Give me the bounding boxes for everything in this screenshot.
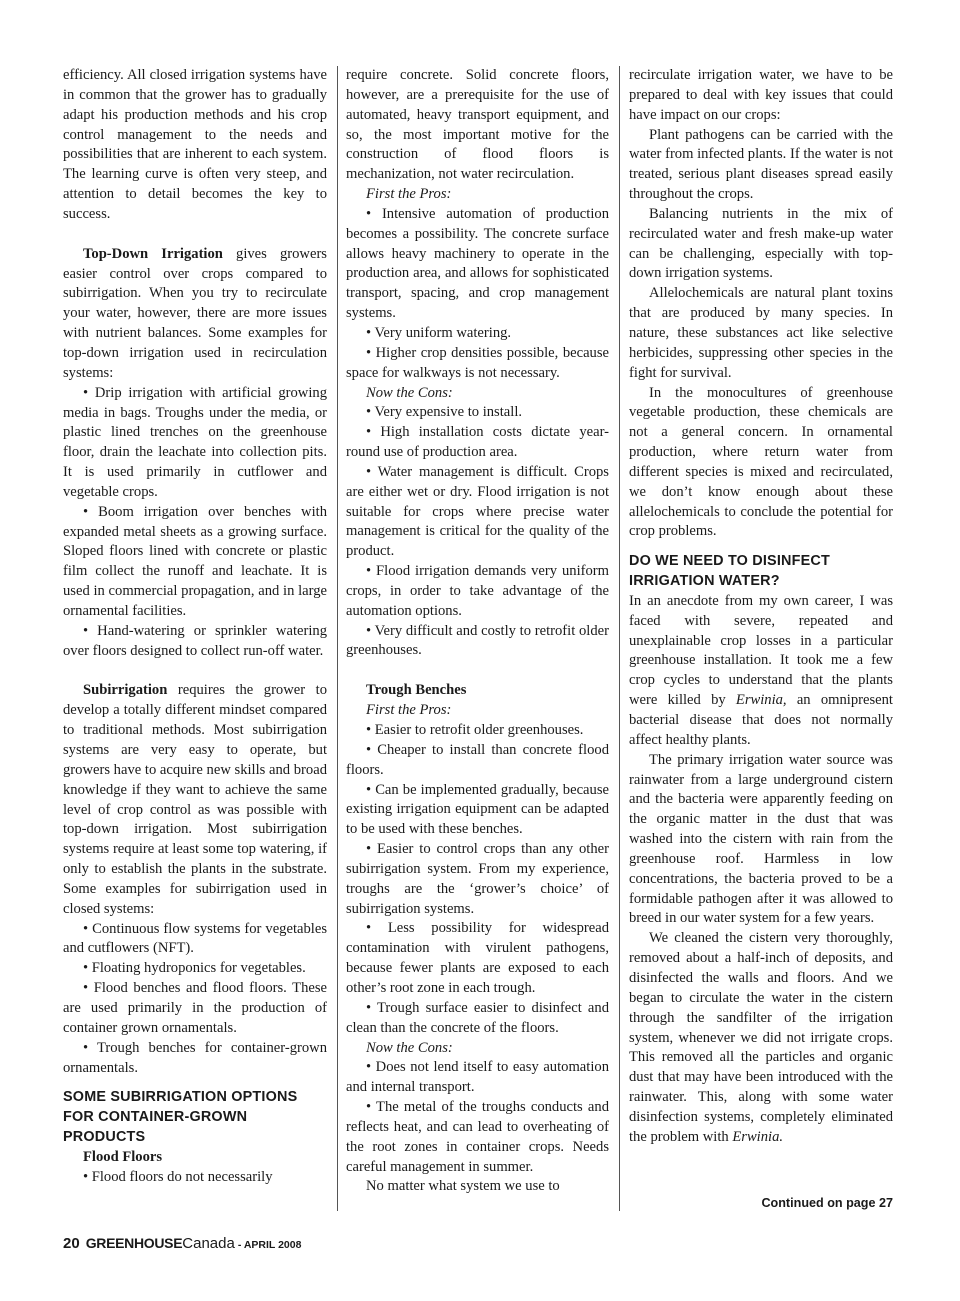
magazine-name-bold: GREENHOUSE — [85, 1235, 183, 1251]
paragraph — [63, 681, 327, 919]
paragraph-text: requires the grower to develop a totally different mindset compared to traditional methods. Most subirrigation systems are very easy to operate, but growers have to acquire new skills and broad knowledge if they want to achieve the same level of crop control as was possible with top-down irrigation. Most subirrigation systems require at least some top watering, if only to establish the plants in the substrate. Some examples for subirrigation used in closed systems: — [63, 682, 327, 917]
bullet-item: • Trough benches for container-grown ornamentals. — [63, 1039, 327, 1076]
bullet-item: • Cheaper to install than concrete flood floors. — [346, 741, 609, 778]
issue-date: - APRIL 2008 — [237, 1239, 302, 1251]
bullet-item: • Flood irrigation demands very uniform crops, in order to take advantage of the automation options. — [346, 563, 609, 619]
continued-note: Continued on page 27 — [761, 1196, 893, 1210]
page-number: 20 — [63, 1235, 80, 1252]
pros-cons-label: First the Pros: — [366, 186, 452, 203]
bullet-item: • Higher crop densities possible, because space for walkways is not necessary. — [346, 344, 609, 381]
paragraph-spacer — [63, 661, 327, 681]
bullet-item: • Easier to retrofit older greenhouses. — [366, 722, 584, 738]
bullet-item: • Drip irrigation with artificial growing media in bags. Troughs under the media, or plastic lined trenches on the greenhouse floor, drain the leachate into collection pits. It is used primarily in cutflower and vegetable crops. — [63, 384, 327, 500]
paragraph-text: gives growers easier control over crops compared to subirrigation. When you try to recirculate your water, however, there are more issues with nutrient balances. Some examples for top-down irrigation used in recirculation systems: — [63, 245, 327, 381]
paragraph: The primary irrigation water source was rainwater from a large underground cistern and the bacteria were apparently feeding on the organic matter in the dust that was washed into the cistern with rain from the greenhouse roof. Harmless in low concentrations, the bacteria proved to be a formidable pathogen after it was allowed to breed in our water system for a few years. — [629, 751, 893, 927]
bullet-item: • Intensive automation of production becomes a possibility. The concrete surface allows heavy machinery to operate in the production area, and allows for sophisticated transport, spacing, and crop management systems. — [346, 205, 609, 322]
bullet-item: • Very expensive to install. — [366, 404, 523, 421]
paragraph — [629, 929, 893, 1147]
subsection-heading: Trough Benches — [366, 682, 467, 699]
paragraph: No matter what system we use to — [366, 1178, 560, 1195]
bullet-item: • Hand-watering or sprinkler watering over floors designed to collect run-off water. — [63, 622, 327, 659]
italic-term: Erwinia. — [732, 1128, 784, 1145]
paragraph — [629, 592, 893, 751]
pros-cons-label: First the Pros: — [366, 702, 452, 719]
bullet-item: • Very difficult and costly to retrofit older greenhouses. — [346, 622, 609, 659]
column-divider — [619, 66, 620, 1211]
bullet-item: • Can be implemented gradually, because existing irrigation equipment can be adapted to be used with these benches. — [346, 781, 609, 838]
lead-in-term: Subirrigation — [83, 682, 168, 699]
paragraph-spacer — [346, 661, 609, 681]
bullet-item: • Continuous flow systems for vegetables and cutflowers (NFT). — [63, 920, 327, 957]
bullet-item: • Less possibility for widespread contamination with virulent pathogens, because fewer plants are exposed to each other’s root zone in each trough. — [346, 920, 609, 996]
paragraph: In the monocultures of greenhouse vegetable production, these chemicals are not a general concern. In ornamental production, where return water from different species is mixed and recirculated, we don’t know enough about these allelochemicals to conclude the potential for crop problems. — [629, 384, 893, 540]
page-footer — [63, 1235, 301, 1252]
article-column-2 — [346, 66, 609, 1216]
lead-in-term: Top-Down Irrigation — [83, 245, 223, 262]
paragraph-spacer — [629, 542, 893, 552]
column-divider — [337, 66, 338, 1211]
paragraph: Allelochemicals are natural plant toxins that are produced by many species. In nature, these substances act like selective herbicides, suppressing other species in the fight for survival. — [629, 285, 893, 381]
bullet-item: • Floating hydroponics for vegetables. — [83, 960, 306, 977]
italic-term: Erwinia, — [735, 692, 787, 709]
pros-cons-label: Now the Cons: — [366, 1039, 453, 1056]
paragraph — [63, 245, 327, 384]
paragraph-spacer — [63, 225, 327, 245]
magazine-name-light: Canada — [182, 1235, 235, 1252]
paragraph-text: In an anecdote from my own career, I was faced with severe, repeated and unexplainable crop losses in a particular greenhouse installation. It took me a few crop cycles to understand that the plants were killed by — [629, 592, 893, 709]
paragraph: recirculate irrigation water, we have to be prepared to deal with key issues that could have impact on our crops: — [629, 67, 893, 123]
paragraph: Plant pathogens can be carried with the water from infected plants. If the water is not treated, serious plant diseases spread easily throughout the crops. — [629, 126, 893, 203]
paragraph: efficiency. All closed irrigation systems have in common that the grower has to gradually adapt his production methods and his crop control management to the needs and possibilities that are inherent to each system. The learning curve is often very steep, and attention to detail becomes the key to success. — [63, 67, 327, 222]
bullet-item: • The metal of the troughs conducts and reflects heat, and can lead to overheating of the root zones in container crops. Needs careful management in summer. — [346, 1099, 609, 1175]
paragraph: require concrete. Solid concrete floors, however, are a prerequisite for the use of automated, heavy transport equipment, and so, the most important motive for the construction of flood floors is mechanization, not water recirculation. — [346, 67, 609, 183]
article-column-3 — [629, 66, 893, 1216]
bullet-item: • Trough surface easier to disinfect and clean than the concrete of the floors. — [346, 999, 609, 1036]
bullet-item: • Boom irrigation over benches with expanded metal sheets as a growing surface. Sloped floors lined with concrete or plastic film collect the runoff and leachate. It is used in commercial propagation, and in large ornamental facilities. — [63, 503, 327, 619]
paragraph: Balancing nutrients in the mix of recirculated water and fresh make-up water can be challenging, especially with top-down irrigation systems. — [629, 205, 893, 282]
bullet-item: • Easier to control crops than any other subirrigation system. From my experience, troughs are the ‘grower’s choice’ of subirrigation systems. — [346, 841, 609, 917]
bullet-item: • High installation costs dictate year-round use of production area. — [346, 424, 609, 461]
bullet-item: • Flood benches and flood floors. These are used primarily in the production of container grown ornamentals. — [63, 980, 327, 1036]
paragraph-text: an omnipresent bacterial disease that does not normally affect healthy plants. — [629, 692, 893, 748]
paragraph-text: We cleaned the cistern very thoroughly, removed about a half-inch of deposits, and disinfected the walls and floors. And we began to circulate the water in the cistern through the sandfilter of the irrigation system, whenever we did not irrigate crops. This removed all the particles and organic dust that may have been introduced with the rainwater. This, along with some water disinfection systems, completely eliminated the problem with — [629, 930, 893, 1145]
section-heading: SOME SUBIRRIGATION OPTIONS FOR CONTAINER-GROWN PRODUCTS — [63, 1089, 298, 1146]
bullet-item: • Very uniform watering. — [366, 324, 512, 341]
bullet-item: • Water management is difficult. Crops are either wet or dry. Flood irrigation is not suitable for crops where precise water management is critical for the quality of the product. — [346, 463, 609, 560]
bullet-item: • Does not lend itself to easy automation and internal transport. — [346, 1059, 609, 1096]
pros-cons-label: Now the Cons: — [366, 384, 453, 401]
section-heading: DO WE NEED TO DISINFECT IRRIGATION WATER? — [629, 553, 831, 590]
paragraph-spacer — [63, 1078, 327, 1088]
subsection-heading: Flood Floors — [83, 1148, 163, 1165]
article-column-1 — [63, 66, 327, 1216]
bullet-item: • Flood floors do not necessarily — [83, 1168, 273, 1185]
